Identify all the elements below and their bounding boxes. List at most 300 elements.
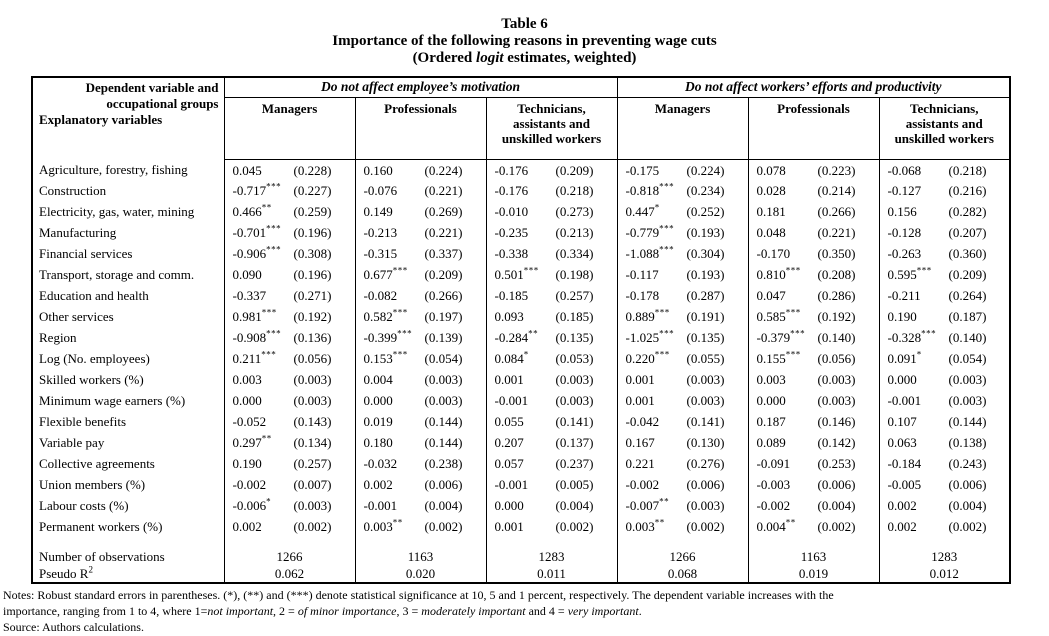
coefficient-cell [617,495,748,516]
observations-value: 1163 [748,549,879,566]
pseudo-r2-value: 0.020 [355,566,486,583]
standard-error: (0.207) [948,225,987,240]
table-row [32,159,1010,180]
coefficient-cell [224,495,355,516]
standard-error: (0.218) [555,183,594,198]
coefficient-value: -0.076 [363,183,398,198]
standard-error: (0.003) [424,372,463,387]
standard-error: (0.135) [555,330,594,345]
table-row [32,474,1010,495]
standard-error: (0.140) [817,330,856,345]
standard-error: (0.136) [293,330,332,345]
coefficient-cell [748,201,879,222]
col-header-professionals-2: Professionals [748,97,879,159]
coefficient-cell [617,306,748,327]
standard-error: (0.003) [686,393,725,408]
table-row [32,180,1010,201]
coefficient-value: -0.315 [363,246,398,261]
coefficient-cell [224,453,355,474]
row-label: Minimum wage earners (%) [39,393,186,408]
standard-error: (0.054) [948,351,987,366]
coefficient-value: -0.211 [887,288,921,303]
standard-error: (0.227) [293,183,332,198]
coefficient-value: -0.908 [232,330,267,345]
coefficient-value: -0.068 [887,162,922,178]
coefficient-value: -0.263 [887,246,922,261]
significance-stars: *** [654,307,670,318]
standard-error: (0.003) [686,372,725,387]
standard-error: (0.198) [555,267,594,282]
coefficient-cell [486,201,617,222]
pseudo-r2-value: 0.012 [879,566,1010,583]
standard-error: (0.143) [293,414,332,429]
coefficient-value: 0.093 [494,309,524,324]
standard-error: (0.209) [555,162,594,178]
significance-stars: ** [528,328,539,339]
observations-value: 1283 [486,549,617,566]
coefficient-cell [879,285,1010,306]
coefficient-value: 0.220 [625,351,655,366]
coefficient-value: 0.810 [756,267,786,282]
standard-error: (0.271) [293,288,332,303]
coefficient-value: 0.190 [232,456,262,471]
standard-error: (0.216) [948,183,987,198]
standard-error: (0.002) [948,519,987,534]
coefficient-cell [879,222,1010,243]
coefficient-value: -0.082 [363,288,398,303]
standard-error: (0.003) [948,393,987,408]
subtitle-italic-word: logit [476,50,504,66]
standard-error: (0.252) [686,204,725,219]
coefficient-cell [748,453,879,474]
standard-error: (0.004) [555,498,594,513]
standard-error: (0.138) [948,435,987,450]
standard-error: (0.003) [948,372,987,387]
significance-stars: * [916,349,922,360]
standard-error: (0.003) [817,393,856,408]
standard-error: (0.053) [555,351,594,366]
coefficient-cell [617,159,748,180]
standard-error: (0.002) [555,519,594,534]
standard-error: (0.005) [555,477,594,492]
row-label: Financial services [39,246,133,261]
coefficient-cell [879,264,1010,285]
coefficient-value: 0.003 [363,519,393,534]
coefficient-value: -0.001 [363,498,398,513]
standard-error: (0.360) [948,246,987,261]
significance-stars: *** [921,328,937,339]
coefficient-value: 0.000 [232,393,262,408]
significance-stars: *** [266,328,282,339]
standard-error: (0.337) [424,246,463,261]
coefficient-value: 0.160 [363,162,393,178]
coefficient-cell [748,222,879,243]
coefficient-value: -0.717 [232,183,267,198]
standard-error: (0.130) [686,435,725,450]
standard-error: (0.257) [555,288,594,303]
table-row [32,243,1010,264]
coefficient-cell [224,306,355,327]
coefficient-value: -0.399 [363,330,398,345]
pseudo-r2-value: 0.011 [486,566,617,583]
standard-error: (0.269) [424,204,463,219]
standard-error: (0.140) [948,330,987,345]
coefficient-cell [486,159,617,180]
coefficient-cell [617,180,748,201]
coefficient-cell [224,516,355,537]
standard-error: (0.257) [293,456,332,471]
coefficient-cell [748,348,879,369]
standard-error: (0.264) [948,288,987,303]
coefficient-value: 0.000 [494,498,524,513]
coefficient-value: -0.184 [887,456,922,471]
coefficient-value: -0.002 [232,477,267,492]
standard-error: (0.003) [686,498,725,513]
coefficient-value: -0.176 [494,162,529,178]
coefficient-cell [748,159,879,180]
coefficient-value: -0.002 [625,477,660,492]
significance-stars: ** [261,433,272,444]
observations-value: 1266 [224,549,355,566]
standard-error: (0.223) [817,162,856,178]
coefficient-cell [748,327,879,348]
coefficient-value: -0.701 [232,225,267,240]
table-row [32,411,1010,432]
coefficient-cell [224,201,355,222]
coefficient-cell [879,243,1010,264]
row-label: Collective agreements [39,456,155,471]
col-header-technicians-1: Technicians, assistants and unskilled workers [486,97,617,159]
standard-error: (0.135) [686,330,725,345]
coefficient-cell [617,264,748,285]
coefficient-value: -0.010 [494,204,529,219]
coefficient-value: 0.211 [232,351,262,366]
standard-error: (0.144) [424,435,463,450]
group-header-productivity: Do not affect workers’ efforts and productivity [617,77,1010,97]
standard-error: (0.218) [948,162,987,178]
coefficient-cell [224,243,355,264]
coefficient-value: 0.089 [756,435,786,450]
standard-error: (0.350) [817,246,856,261]
standard-error: (0.003) [555,372,594,387]
coefficient-cell [224,222,355,243]
significance-stars: *** [392,265,408,276]
coefficient-cell [224,159,355,180]
coefficient-value: 0.190 [887,309,917,324]
coefficient-value: -0.003 [756,477,791,492]
coefficient-value: 0.981 [232,309,262,324]
row-label: Permanent workers (%) [39,519,163,534]
coefficient-cell [486,306,617,327]
significance-stars: *** [659,328,675,339]
coefficient-cell [617,474,748,495]
standard-error: (0.228) [293,162,332,178]
coefficient-cell [355,453,486,474]
coefficient-value: -0.170 [756,246,791,261]
standard-error: (0.304) [686,246,725,261]
coefficient-cell [355,516,486,537]
standard-error: (0.209) [948,267,987,282]
coefficient-cell [879,348,1010,369]
table-row [32,432,1010,453]
coefficient-cell [486,390,617,411]
standard-error: (0.266) [817,204,856,219]
coefficient-cell [748,243,879,264]
coefficient-value: 0.181 [756,204,786,219]
standard-error: (0.193) [686,225,725,240]
coefficient-cell [355,411,486,432]
coefficient-cell [879,474,1010,495]
coefficient-value: 0.153 [363,351,393,366]
coefficient-cell [486,432,617,453]
coefficient-value: -0.185 [494,288,529,303]
standard-error: (0.003) [293,393,332,408]
standard-error: (0.196) [293,267,332,282]
table-row [32,390,1010,411]
coefficient-value: -0.379 [756,330,791,345]
coefficient-cell [355,222,486,243]
coefficient-value: 0.028 [756,183,786,198]
coefficient-cell [224,327,355,348]
coefficient-value: -0.284 [494,330,529,345]
coefficient-cell [748,390,879,411]
standard-error: (0.208) [817,267,856,282]
coefficient-cell [224,264,355,285]
table-row [32,516,1010,537]
significance-stars: *** [266,244,282,255]
coefficient-value: 0.167 [625,435,655,450]
significance-stars: *** [397,328,413,339]
table-row [32,453,1010,474]
coefficient-cell [486,222,617,243]
coefficient-cell [617,453,748,474]
coefficient-value: 0.447 [625,204,655,219]
row-label: Other services [39,309,114,324]
coefficient-cell [355,159,486,180]
significance-stars: *** [261,349,277,360]
significance-stars: *** [523,265,539,276]
coefficient-value: -0.001 [494,477,529,492]
col-header-managers-1: Managers [224,97,355,159]
coefficient-cell [355,306,486,327]
standard-error: (0.224) [686,162,725,178]
coefficient-cell [617,516,748,537]
coefficient-cell [224,285,355,306]
coefficient-cell [617,243,748,264]
standard-error: (0.146) [817,414,856,429]
significance-stars: ** [785,517,796,528]
standard-error: (0.007) [293,477,332,492]
standard-error: (0.234) [686,183,725,198]
coefficient-cell [355,201,486,222]
coefficient-cell [879,201,1010,222]
coefficient-cell [355,348,486,369]
coefficient-cell [879,369,1010,390]
coefficient-value: 0.155 [756,351,786,366]
coefficient-cell [879,390,1010,411]
standard-error: (0.003) [293,372,332,387]
standard-error: (0.003) [817,372,856,387]
coefficient-cell [486,369,617,390]
coefficient-cell [617,327,748,348]
coefficient-cell [748,369,879,390]
coefficient-value: -0.176 [494,183,529,198]
coefficient-value: 0.889 [625,309,655,324]
coefficient-value: -0.337 [232,288,267,303]
coefficient-cell [748,264,879,285]
coefficient-cell [486,327,617,348]
coefficient-value: 0.585 [756,309,786,324]
standard-error: (0.139) [424,330,463,345]
standard-error: (0.197) [424,309,463,324]
coefficient-cell [355,474,486,495]
row-label: Manufacturing [39,225,117,240]
table-row [32,201,1010,222]
source-line: Source: Authors calculations. [3,620,144,634]
standard-error: (0.185) [555,309,594,324]
standard-error: (0.144) [424,414,463,429]
coefficient-cell [879,180,1010,201]
table-title: Importance of the following reasons in preventing wage cuts [332,33,717,49]
coefficient-value: -0.006 [232,498,267,513]
coefficient-cell [748,411,879,432]
standard-error: (0.006) [948,477,987,492]
coefficient-value: -0.032 [363,456,398,471]
coefficient-cell [224,474,355,495]
standard-error: (0.243) [948,456,987,471]
standard-error: (0.282) [948,204,987,219]
row-label: Region [39,330,77,345]
standard-error: (0.276) [686,456,725,471]
significance-stars: ** [392,517,403,528]
coefficient-cell [486,411,617,432]
table-notes [3,587,1045,635]
coefficient-value: 0.207 [494,435,524,450]
coefficient-value: 0.149 [363,204,393,219]
standard-error: (0.192) [293,309,332,324]
coefficient-value: 0.002 [232,519,262,534]
coefficient-cell [748,432,879,453]
coefficient-value: -0.128 [887,225,922,240]
coefficient-cell [617,201,748,222]
row-label: Labour costs (%) [39,498,129,513]
coefficient-cell [486,264,617,285]
group-header-row [32,77,1010,97]
standard-error: (0.308) [293,246,332,261]
coefficient-cell [355,285,486,306]
standard-error: (0.004) [948,498,987,513]
coefficient-value: -0.235 [494,225,529,240]
coefficient-value: -0.175 [625,162,660,178]
coefficient-cell [617,432,748,453]
notes-line-2: importance, ranging from 1 to 4, where 1=not important, 2 = of minor importance, 3 = moderately important and 4 = very important. [3,604,642,618]
coefficient-cell [748,180,879,201]
row-label: Transport, storage and comm. [39,267,195,282]
significance-stars: *** [659,181,675,192]
coefficient-cell [355,243,486,264]
coefficient-cell [486,285,617,306]
coefficient-cell [617,390,748,411]
corner-bottom-label: Explanatory variables [39,112,163,127]
coefficient-value: 0.063 [887,435,917,450]
subtitle-suffix: estimates, weighted) [503,50,637,66]
row-label: Union members (%) [39,477,146,492]
group-header-motivation: Do not affect employee’s motivation [224,77,617,97]
notes-line-1: Notes: Robust standard errors in parentheses. (*), (**) and (***) denote statistical significance at 10, 5 and 1 percent, respectively. The dependent variable increases with the [3,588,834,602]
coefficient-value: -0.052 [232,414,267,429]
coefficient-cell [879,495,1010,516]
table-row [32,327,1010,348]
table-row [32,369,1010,390]
coefficient-value: 0.001 [625,393,655,408]
standard-error: (0.196) [293,225,332,240]
coefficient-cell [617,222,748,243]
coefficient-cell [355,327,486,348]
row-label: Electricity, gas, water, mining [39,204,195,219]
standard-error: (0.055) [686,351,725,366]
coefficient-cell [486,243,617,264]
coefficient-cell [224,348,355,369]
coefficient-value: 0.004 [756,519,786,534]
standard-error: (0.221) [817,225,856,240]
coefficient-cell [355,495,486,516]
coefficient-cell [879,432,1010,453]
coefficient-value: 0.002 [887,498,917,513]
standard-error: (0.238) [424,456,463,471]
coefficient-value: -0.906 [232,246,267,261]
standard-error: (0.224) [424,162,463,178]
table-number: Table 6 [501,16,548,32]
coefficient-cell [355,432,486,453]
coefficient-cell [224,180,355,201]
coefficient-cell [879,159,1010,180]
coefficient-cell [617,348,748,369]
table-row [32,285,1010,306]
coefficient-cell [486,348,617,369]
coefficient-cell [224,390,355,411]
row-label: Flexible benefits [39,414,127,429]
coefficient-cell [617,369,748,390]
significance-stars: *** [785,265,801,276]
pseudo-r2-value: 0.068 [617,566,748,583]
coefficient-value: 0.187 [756,414,786,429]
standard-error: (0.004) [817,498,856,513]
coefficient-value: -0.178 [625,288,660,303]
standard-error: (0.259) [293,204,332,219]
standard-error: (0.006) [686,477,725,492]
coefficient-value: 0.000 [756,393,786,408]
significance-stars: *** [392,349,408,360]
coefficient-cell [355,390,486,411]
coefficient-value: -1.025 [625,330,660,345]
coefficient-cell [748,474,879,495]
standard-error: (0.134) [293,435,332,450]
coefficient-cell [748,516,879,537]
table-subtitle [0,50,1049,67]
observations-row [32,549,1010,566]
row-label: Construction [39,183,107,198]
coefficient-value: 0.466 [232,204,262,219]
coefficient-value: 0.000 [363,393,393,408]
coefficient-value: 0.221 [625,456,655,471]
standard-error: (0.002) [686,519,725,534]
coefficient-value: 0.595 [887,267,917,282]
coefficient-cell [879,411,1010,432]
subtitle-prefix: (Ordered [412,50,477,66]
coefficient-value: 0.055 [494,414,524,429]
coefficient-value: -0.117 [625,267,659,282]
standard-error: (0.141) [555,414,594,429]
